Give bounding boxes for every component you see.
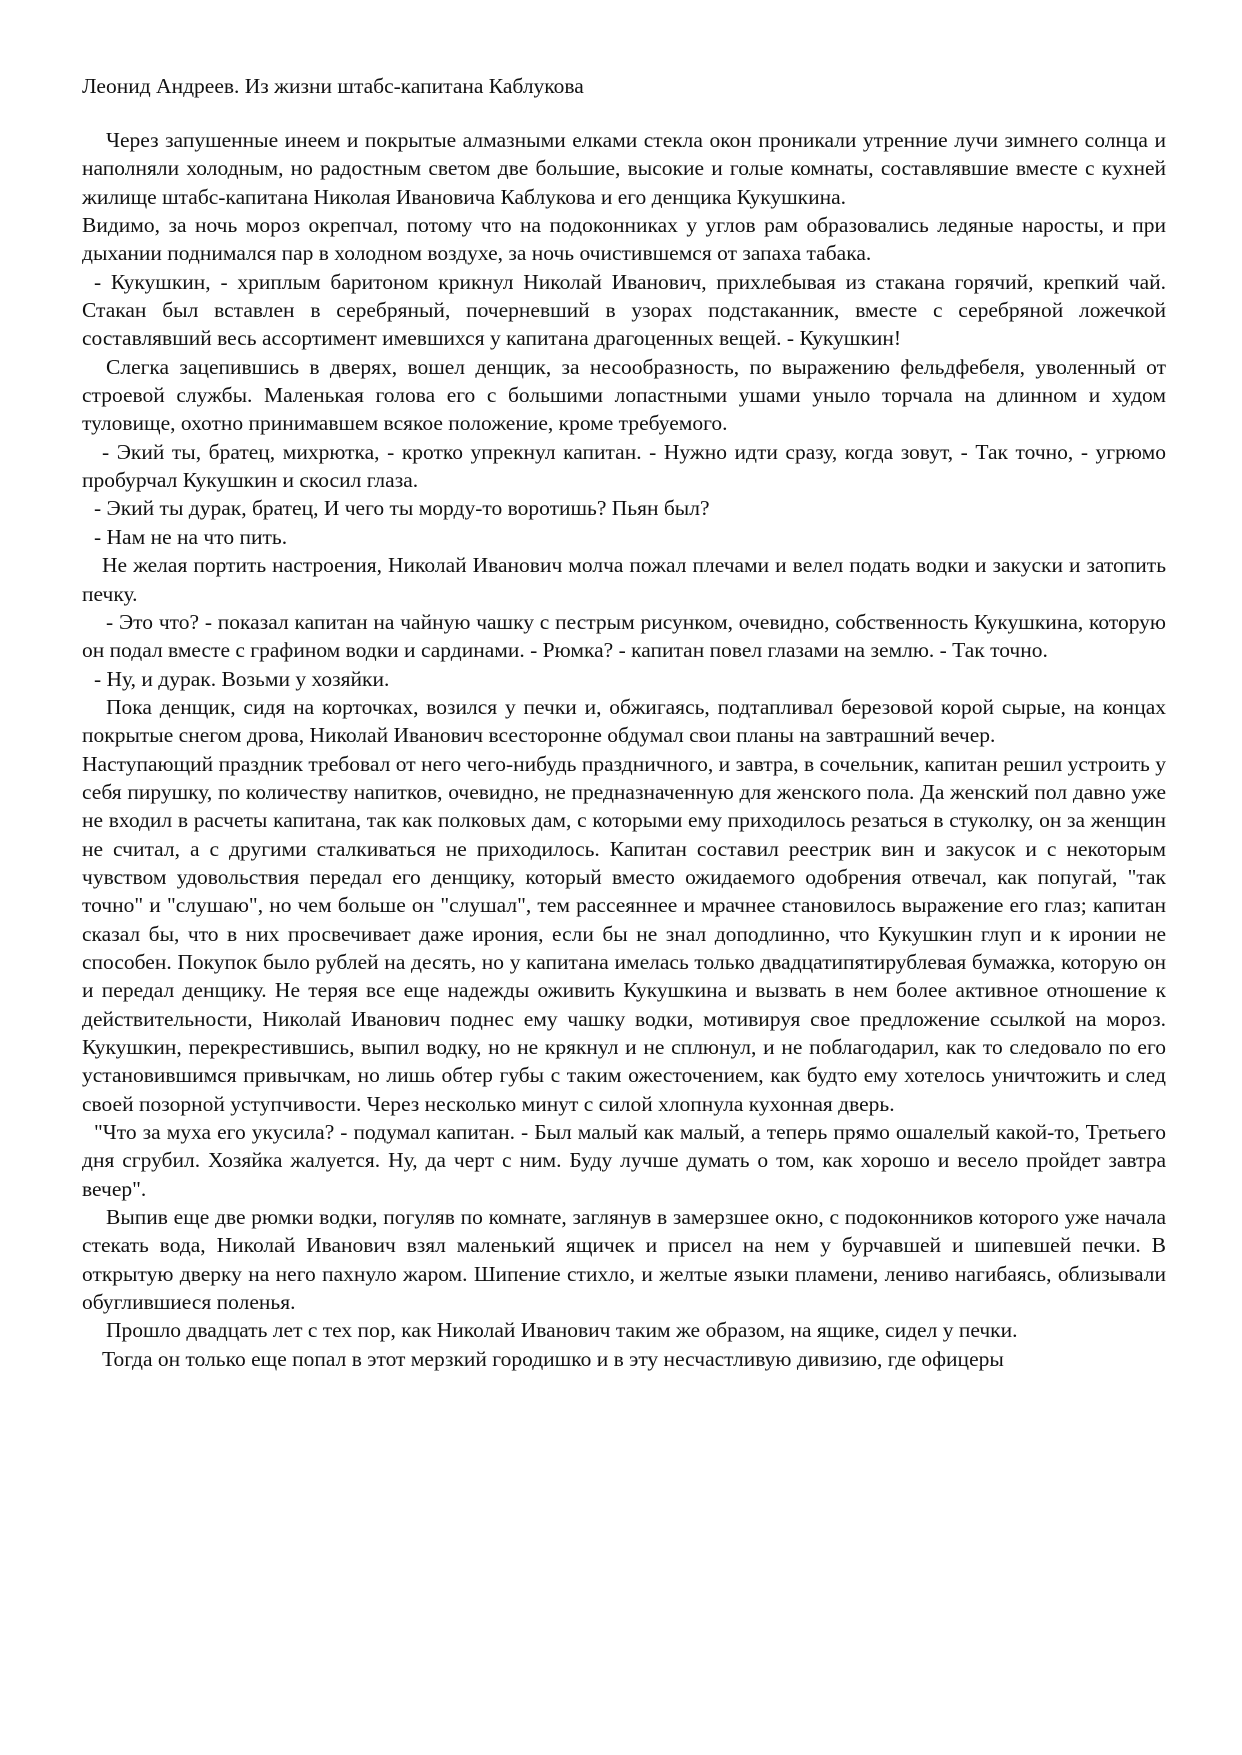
paragraph: Прошло двадцать лет с тех пор, как Николай Иванович таким же образом, на ящике, сидел у печки. xyxy=(106,1318,1018,1343)
paragraph: - Экий ты дурак, братец, И чего ты морду-то воротишь? Пьян был? xyxy=(94,496,710,521)
paragraph: Слегка зацепившись в дверях, вошел денщик, за несообразность, по выражению фельдфебеля, уволенный от строевой службы. Маленькая голова его с большими лопастными ушами уныло торчала на длинном и худом туловище, охотно принимавшем всякое положение, кроме требуемого. xyxy=(82,354,1166,436)
paragraph: - Это что? - показал капитан на чайную чашку с пестрым рисунком, очевидно, собственность Кукушкина, которую он подал вместе с графином водки и сардинами. - Рюмка? - капитан повел глазами на землю. - Так точно. xyxy=(82,609,1166,663)
paragraph: Не желая портить настроения, Николай Иванович молча пожал плечами и велел подать водки и закуски и затопить печку. xyxy=(82,553,1166,606)
paragraph: Наступающий праздник требовал от него чего-нибудь праздничного, и завтра, в сочельник, капитан решил устроить у себя пирушку, по количеству напитков, очевидно, не предназначенную для женского пола. Да женский пол давно уже не входил в расчеты капитана, так как полковых дам, с которыми ему приходилось резаться в стуколку, он за женщин не считал, а с другими сталкиваться не приходилось. Капитан составил реестрик вин и закусок и с некоторым чувством удовольствия передал его денщику, который вместо ожидаемого одобрения отвечал, как попугай, "так точно" и "слушаю", но чем больше он "слушал", тем рассеяннее и мрачнее становилось выражение его глаз; капитан сказал бы, что в них просвечивает даже ирония, если бы не знал доподлинно, что Кукушкин глуп и к иронии не способен. Покупок было рублей на десять, но у капитана имелась только двадцатипятирублевая бумажка, которую он и передал денщику. Не теряя все еще надежды оживить Кукушкина и вызвать в нем более активное отношение к действительности, Николай Иванович поднес ему чашку водки, мотивируя свое предложение ссылкой на мороз. Кукушкин, перекрестившись, выпил водку, но не крякнул и не сплюнул, и не поблагодарил, как то следовало по его установившимся привычкам, но лишь обтер губы с таким ожесточением, как будто ему хотелось уничтожить и след своей позорной уступчивости. Через несколько минут с силой хлопнула кухонная дверь. xyxy=(82,751,1166,1116)
paragraph: Выпив еще две рюмки водки, погуляв по комнате, заглянув в замерзшее окно, с подоконников которого уже начала стекать вода, Николай Иванович взял маленький ящичек и присел на нем у бурчавшей и шипевшей печки. В открытую дверку на него пахнуло жаром. Шипение стихло, и желтые языки пламени, лениво нагибаясь, облизывали обуглившиеся поленья. xyxy=(82,1205,1166,1315)
paragraph: "Что за муха его укусила? - подумал капитан. - Был малый как малый, а теперь прямо ошалелый какой-то, Третьего дня сгрубил. Хозяйка жалуется. Ну, да черт с ним. Буду лучше думать о том, как хорошо и весело пройдет завтра вечер". xyxy=(82,1120,1166,1201)
paragraph: Пока денщик, сидя на корточках, возился у печки и, обжигаясь, подтапливал березовой корой сырые, на концах покрытые снегом дрова, Николай Иванович всесторонне обдумал свои планы на завтрашний вечер. xyxy=(82,694,1166,748)
paragraph: - Экий ты, братец, михрютка, - кротко упрекнул капитан. - Нужно идти сразу, когда зовут, - Так точно, - угрюмо пробурчал Кукушкин и скосил глаза. xyxy=(82,439,1166,493)
paragraph: Через запушенные инеем и покрытые алмазными елками стекла окон проникали утренние лучи зимнего солнца и наполняли холодным, но радостным светом две большие, высокие и голые комнаты, составлявшие вместе с кухней жилище штабс-капитана Николая Ивановича Каблукова и его денщика Кукушкина. xyxy=(82,128,1166,209)
document-title: Леонид Андреев. Из жизни штабс-капитана Каблукова xyxy=(82,74,584,98)
document-page xyxy=(82,72,1166,1373)
paragraph: - Ну, и дурак. Возьми у хозяйки. xyxy=(94,666,390,691)
paragraph: Тогда он только еще попал в этот мерзкий городишко и в эту несчастливую дивизию, где офицеры xyxy=(102,1346,1004,1371)
document-body xyxy=(82,126,1166,1373)
paragraph: - Нам не на что пить. xyxy=(94,524,288,549)
paragraph: - Кукушкин, - хриплым баритоном крикнул Николай Иванович, прихлебывая из стакана горячий, крепкий чай. Стакан был вставлен в серебряный, почерневший в узорах подстаканник, вместе с серебряной ложечкой составлявший весь ассортимент имевшихся у капитана драгоценных вещей. - Кукушкин! xyxy=(82,269,1166,351)
paragraph: Видимо, за ночь мороз окрепчал, потому что на подоконниках у углов рам образовались ледяные наросты, и при дыхании поднимался пар в холодном воздухе, за ночь очистившемся от запаха табака. xyxy=(82,213,1166,266)
